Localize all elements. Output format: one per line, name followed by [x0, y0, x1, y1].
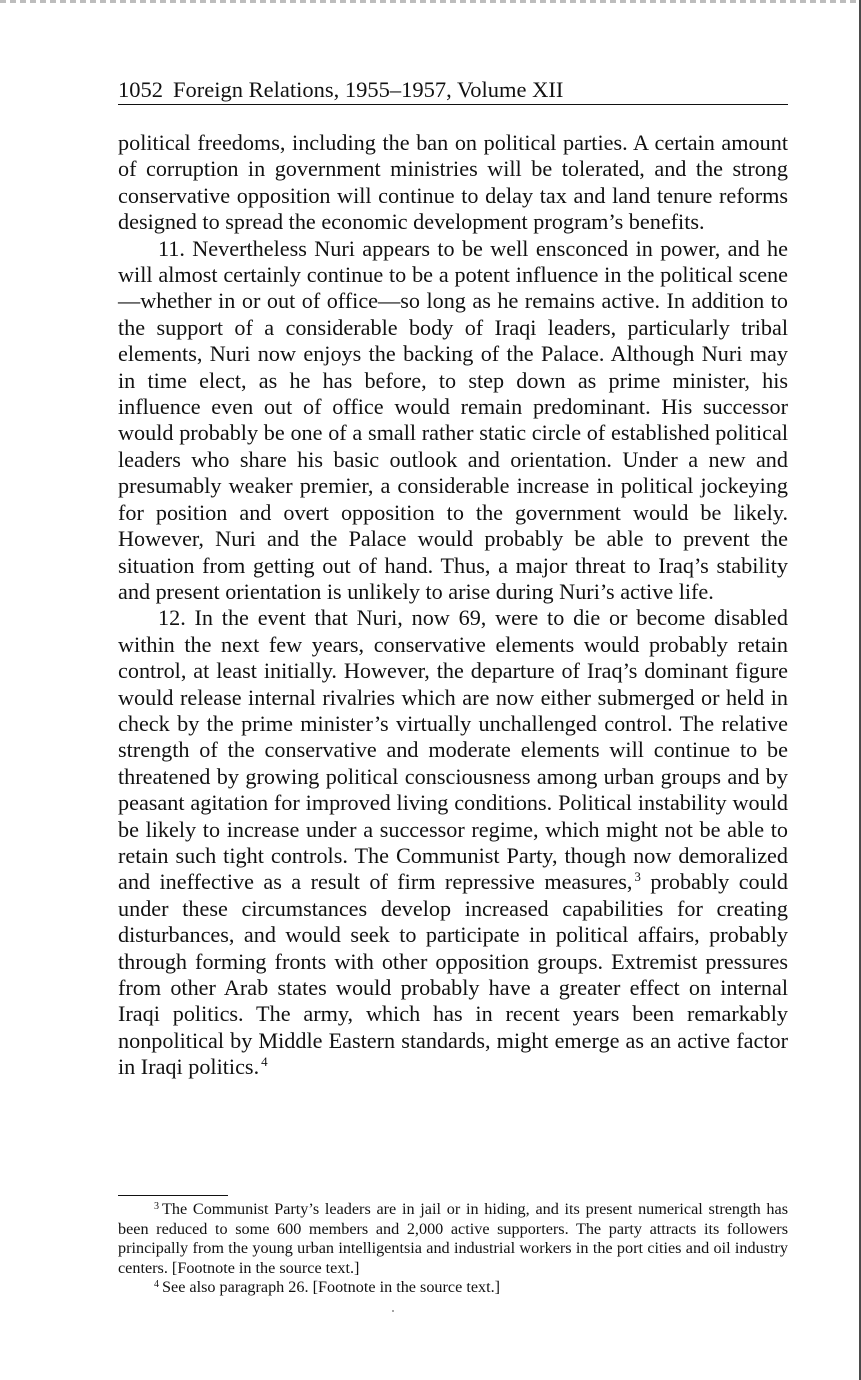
footnote-3: [118, 1200, 788, 1278]
paragraph-12-text-after-note: probably could under these circumstances develop increased capabilities for creating disturbances, and would seek to participate in political affairs, probably through forming fronts with other opposition groups. Extremist pressures from other Arab states would probably have a greater effect on internal Iraqi politics. The army, which has in recent years been remarkably nonpolitical by Middle Eastern standards, might emerge as an active factor in Iraqi politics.: [118, 869, 788, 1080]
footnotes: [118, 1200, 788, 1298]
footnote-3-text: The Communist Party’s leaders are in jail or in hiding, and its present numerical strength has been reduced to some 600 members and 2,000 active supporters. The party attracts its followers principally from the young urban intelligentsia and industrial workers in the port cities and oil industry centers. [Footnote in the source text.]: [118, 1200, 788, 1277]
footnote-reference-3[interactable]: 3: [634, 869, 641, 885]
paragraph-12: [118, 605, 788, 1080]
paragraph-continued: political freedoms, including the ban on political parties. A certain amount of corruption in government ministries will be tolerated, and the strong conservative opposition will continue to delay tax and land tenure reforms designed to spread the economic development program’s benefits.: [118, 130, 788, 235]
paragraph-12-text-before-note: 12. In the event that Nuri, now 69, were to die or become disabled within the next few years, conservative elements would probably retain control, at least initially. However, the departure of Iraq’s dominant figure would release internal rivalries which are now either submerged or held in check by the prime minister’s virtually unchallenged control. The relative strength of the conservative and moderate elements will continue to be threatened by growing political consciousness among urban groups and by peasant agitation for improved living conditions. Political instability would be likely to increase under a successor regime, which might not be able to retain such tight controls. The Communist Party, though now demoralized and ineffective as a result of firm repressive measures,: [118, 605, 788, 895]
running-title: Foreign Relations, 1955–1957, Volume XII: [173, 77, 564, 102]
footnote-4-text: See also paragraph 26. [Footnote in the source text.]: [162, 1278, 501, 1297]
document-body: [118, 130, 788, 1081]
footnote-4: [118, 1278, 788, 1298]
footnote-marker-3: 3: [154, 1201, 159, 1212]
footnote-divider: [118, 1195, 228, 1196]
running-header: [118, 76, 788, 105]
page-top-edge: [0, 0, 861, 3]
paragraph-11: 11. Nevertheless Nuri appears to be well ensconced in power, and he will almost certainly continue to be a potent influence in the political scene—whether in or out of office—so long as he remains active. In addition to the support of a considerable body of Iraqi leaders, particularly tribal elements, Nuri now enjoys the backing of the Palace. Although Nuri may in time elect, as he has before, to step down as prime minister, his influence even out of office would remain predominant. His successor would probably be one of a small rather static circle of established political leaders who share his basic outlook and orientation. Under a new and presumably weaker premier, a considerable increase in political jockeying for position and overt opposition to the government would be likely. However, Nuri and the Palace would probably be able to prevent the situation from getting out of hand. Thus, a major threat to Iraq’s stability and present orientation is unlikely to arise during Nuri’s active life.: [118, 235, 788, 604]
footnote-marker-4: 4: [154, 1279, 159, 1291]
scan-speck: [392, 1310, 394, 1312]
page-number: 1052: [118, 77, 163, 102]
footnote-reference-4[interactable]: 4: [261, 1054, 268, 1070]
